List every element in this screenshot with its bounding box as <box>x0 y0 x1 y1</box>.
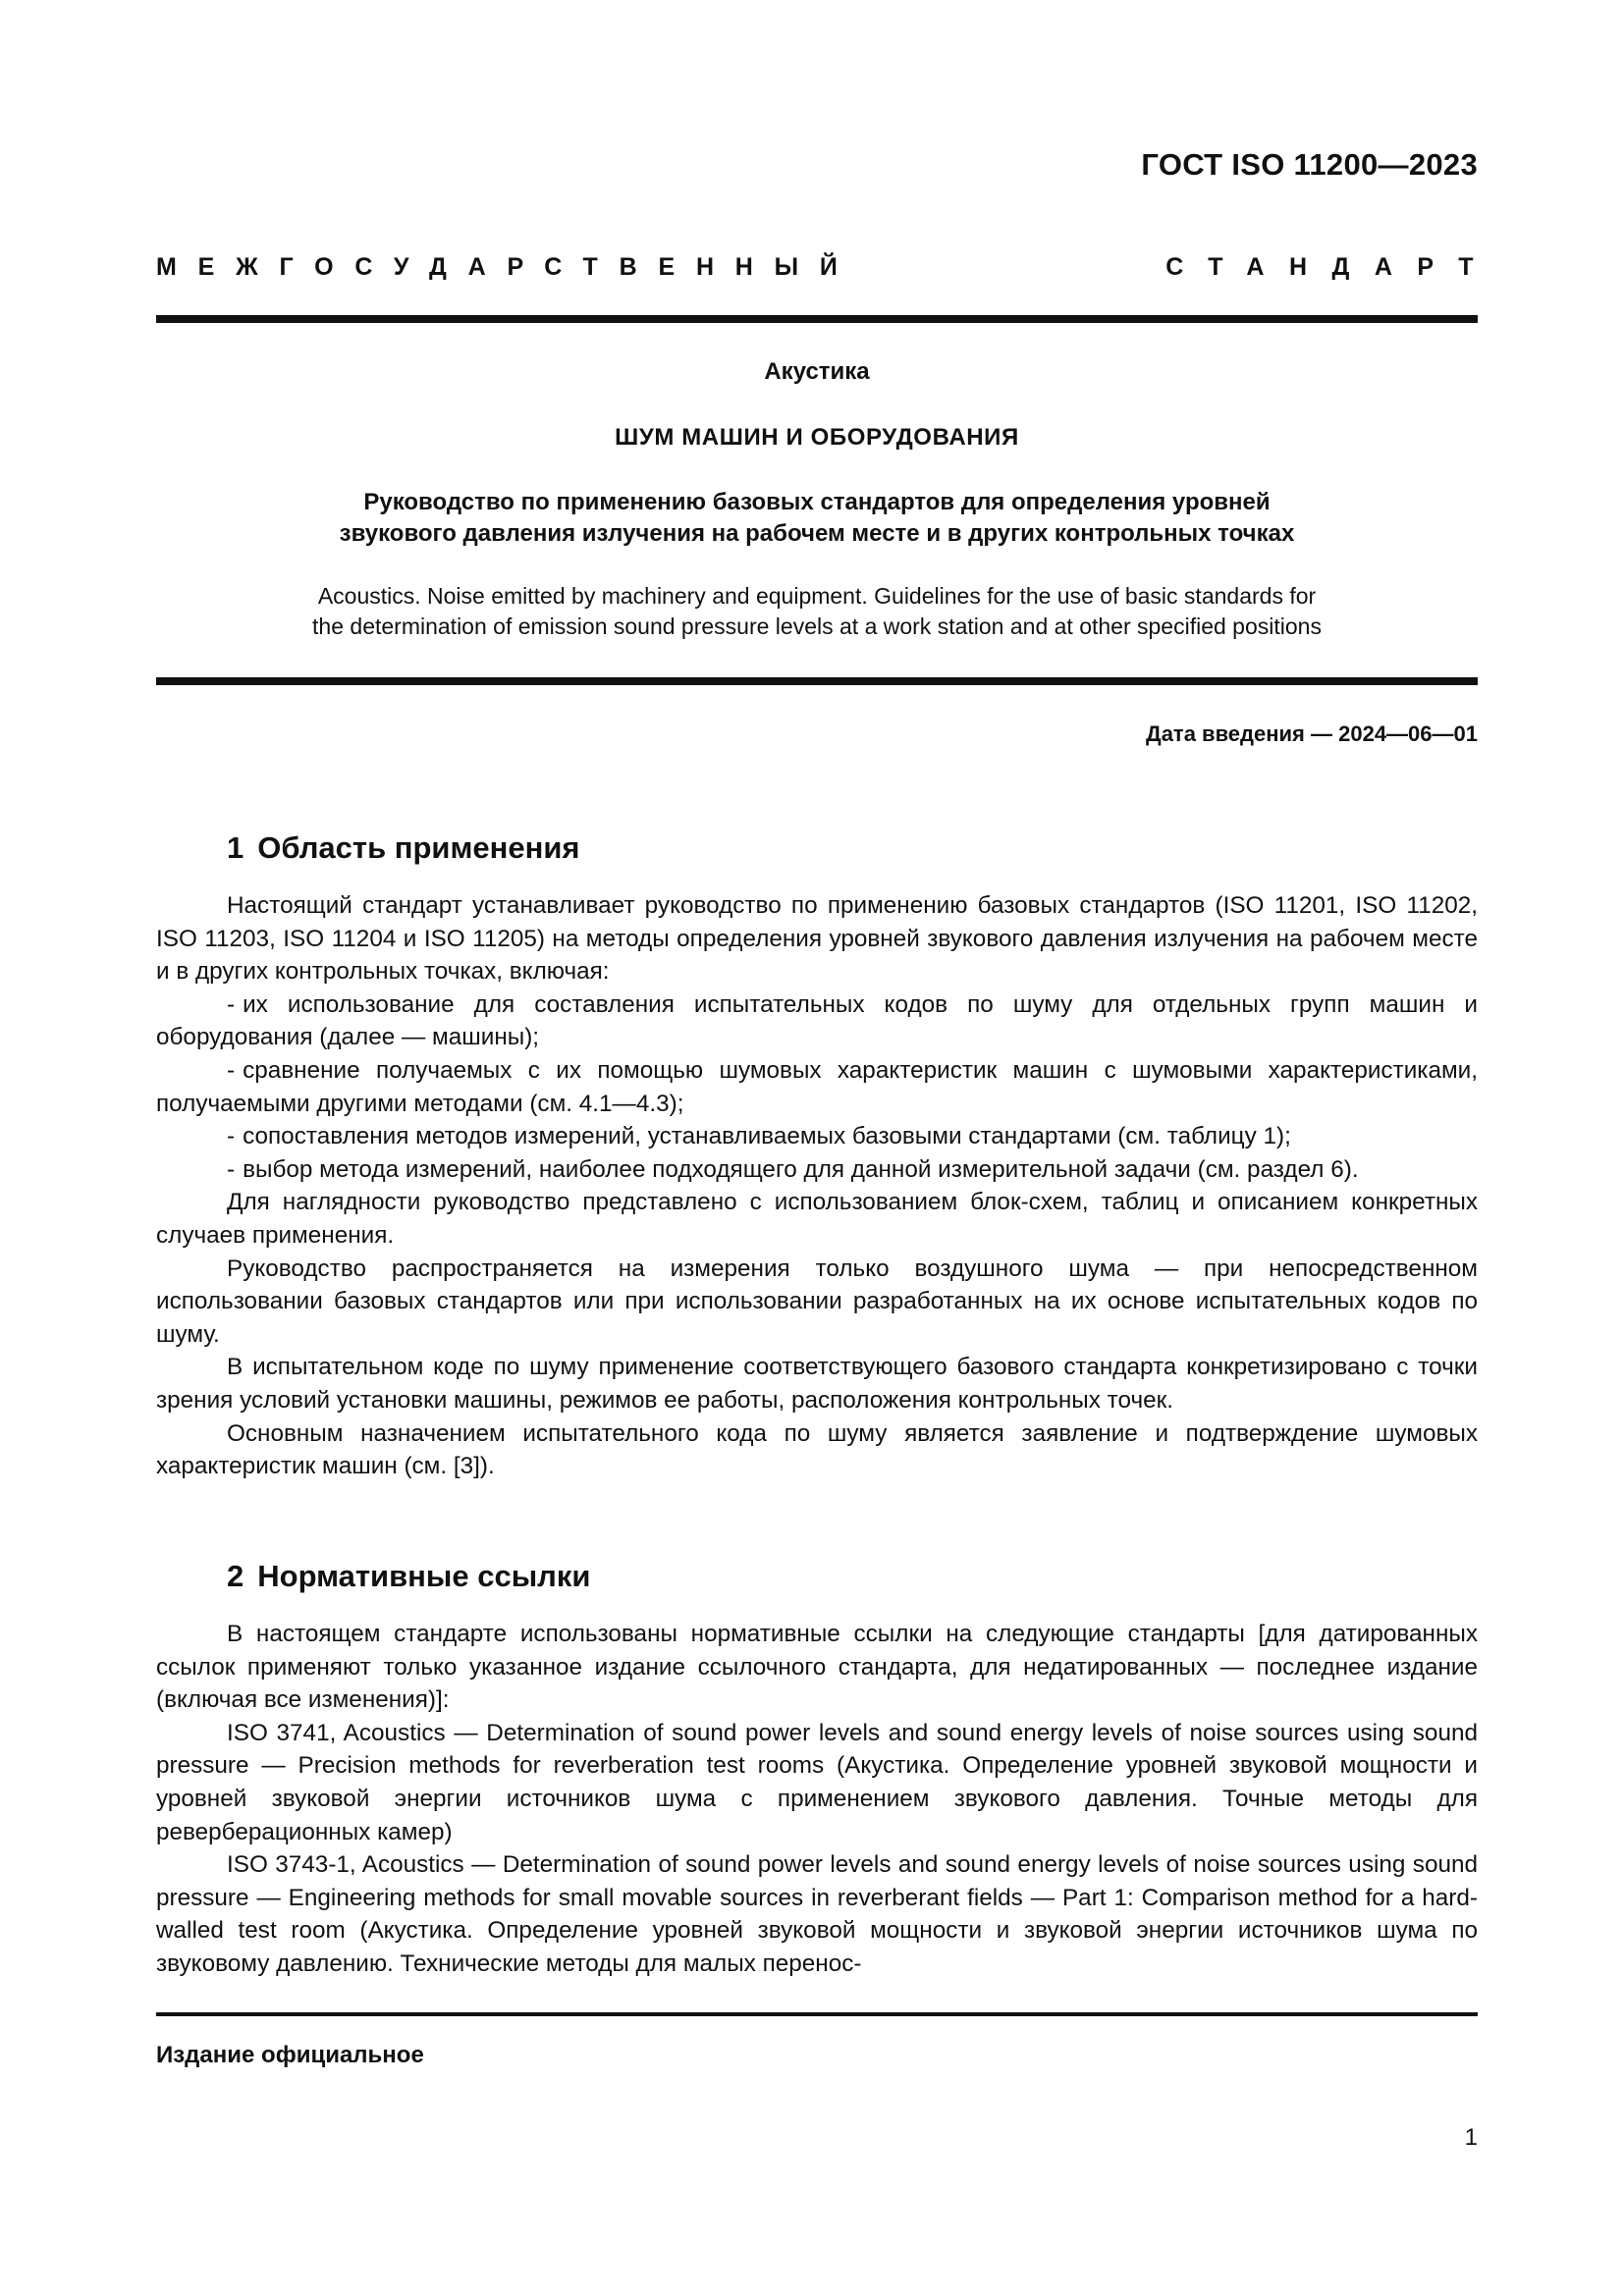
paragraph: В испытательном коде по шуму применение соответствующего базового стандарта конкретизировано с точки зрения условий установки машины, режимов ее работы, расположения контрольных точек. <box>156 1354 1478 1414</box>
list-item: - сопоставления методов измерений, устанавливаемых базовыми стандартами (см. таблицу 1); <box>227 1123 1291 1150</box>
interstate-standard-banner <box>156 253 1498 287</box>
subtitle-line: звукового давления излучения на рабочем месте и в других контрольных точках <box>339 520 1295 547</box>
introduction-date: Дата введения — 2024—06—01 <box>1146 721 1478 746</box>
page-number: 1 <box>1464 2124 1478 2151</box>
paragraph: Настоящий стандарт устанавливает руководство по применению базовых стандартов (ISO 11201, ISO 11202, ISO 11203, ISO 11204 и ISO 11205) на методы определения уровней звукового давления излучения на рабочем месте и в других контрольных точках, включая: <box>156 892 1478 986</box>
banner-word-interstate: МЕЖГОСУДАРСТВЕННЫЙ <box>156 253 859 281</box>
english-title-line: Acoustics. Noise emitted by machinery and equipment. Guidelines for the use of basic standards for <box>317 583 1317 609</box>
paragraph: Основным назначением испытательного кода по шуму является заявление и подтверждение шумовых характеристик машин (см. [3]). <box>156 1419 1478 1480</box>
list-item: - выбор метода измерений, наиболее подходящего для данной измерительной задачи (см. раздел 6). <box>227 1155 1359 1183</box>
paragraph: Для наглядности руководство представлено с использованием блок-схем, таблиц и описанием конкретных случаев применения. <box>156 1189 1478 1249</box>
english-title-line: the determination of emission sound pressure levels at a work station and at other specified positions <box>312 614 1322 639</box>
subtitle-line: Руководство по применению базовых стандартов для определения уровней <box>363 489 1271 515</box>
section-number: 2 <box>227 1559 244 1593</box>
section-1-body <box>156 889 1478 1483</box>
reference-entry: ISO 3741, Acoustics — Determination of sound power levels and sound energy levels of noise sources using sound pressure — Precision methods for reverberation test rooms (Акустика. Определение уровней звуковой мощности и уровней звуковой энергии источников шума с применением звукового давления. Точные методы для реверберационных камер) <box>156 1719 1478 1845</box>
list-item-text: их использование для составления испытательных кодов по шуму для отдельных групп машин и оборудования (далее — машины); <box>156 990 1478 1051</box>
title-main: ШУМ МАШИН И ОБОРУДОВАНИЯ <box>615 424 1019 451</box>
title-english <box>156 581 1478 642</box>
paragraph: Руководство распространяется на измерения только воздушного шума — при непосредственном использовании базовых стандартов или при использовании разработанных на их основе испытательных кодов по шуму. <box>156 1255 1478 1348</box>
footer-divider <box>156 2012 1478 2016</box>
document-number: ГОСТ ISO 11200—2023 <box>1141 147 1478 182</box>
reference-entry: ISO 3743-1, Acoustics — Determination of sound power levels and sound energy levels of noise sources using sound pressure — Engineering methods for small movable sources in reverberant fields — Part 1: Comparison method for a hard-walled test room (Акустика. Определение уровней звуковой мощности и звуковой энергии источников шума по звуковому давлению. Технические методы для малых перенос- <box>156 1851 1478 1977</box>
title-subtitle <box>156 487 1478 550</box>
header-divider <box>156 315 1478 323</box>
banner-word-standard: СТАНДАРТ <box>1165 253 1498 281</box>
section-1-heading <box>227 830 580 866</box>
section-title: Область применения <box>257 830 580 865</box>
list-item-text: сопоставления методов измерений, устанавливаемых базовыми стандартами (см. таблицу 1); <box>243 1123 1291 1150</box>
title-acoustics: Акустика <box>764 358 870 385</box>
paragraph: В настоящем стандарте использованы нормативные ссылки на следующие стандарты [для датированных ссылок применяют только указанное издание ссылочного стандарта, для недатированных — последнее издание (включая все изменения)]: <box>156 1621 1478 1714</box>
section-2-heading <box>227 1559 590 1594</box>
list-item-text: сравнение получаемых с их помощью шумовых характеристик машин с шумовыми характеристиками, получаемыми другими методами (см. 4.1—4.3); <box>156 1056 1478 1117</box>
section-2-body <box>156 1618 1478 1981</box>
list-item: - сравнение получаемых с их помощью шумовых характеристик машин с шумовыми характеристиками, получаемыми другими методами (см. 4.1—4.3); <box>156 1056 1478 1117</box>
section-number: 1 <box>227 830 244 865</box>
list-item-text: выбор метода измерений, наиболее подходящего для данной измерительной задачи (см. раздел 6). <box>243 1155 1359 1183</box>
official-edition-label: Издание официальное <box>156 2042 424 2068</box>
section-title: Нормативные ссылки <box>257 1559 591 1593</box>
title-divider <box>156 677 1478 685</box>
list-item: - их использование для составления испытательных кодов по шуму для отдельных групп машин и оборудования (далее — машины); <box>156 990 1478 1051</box>
document-page <box>156 0 1498 2296</box>
